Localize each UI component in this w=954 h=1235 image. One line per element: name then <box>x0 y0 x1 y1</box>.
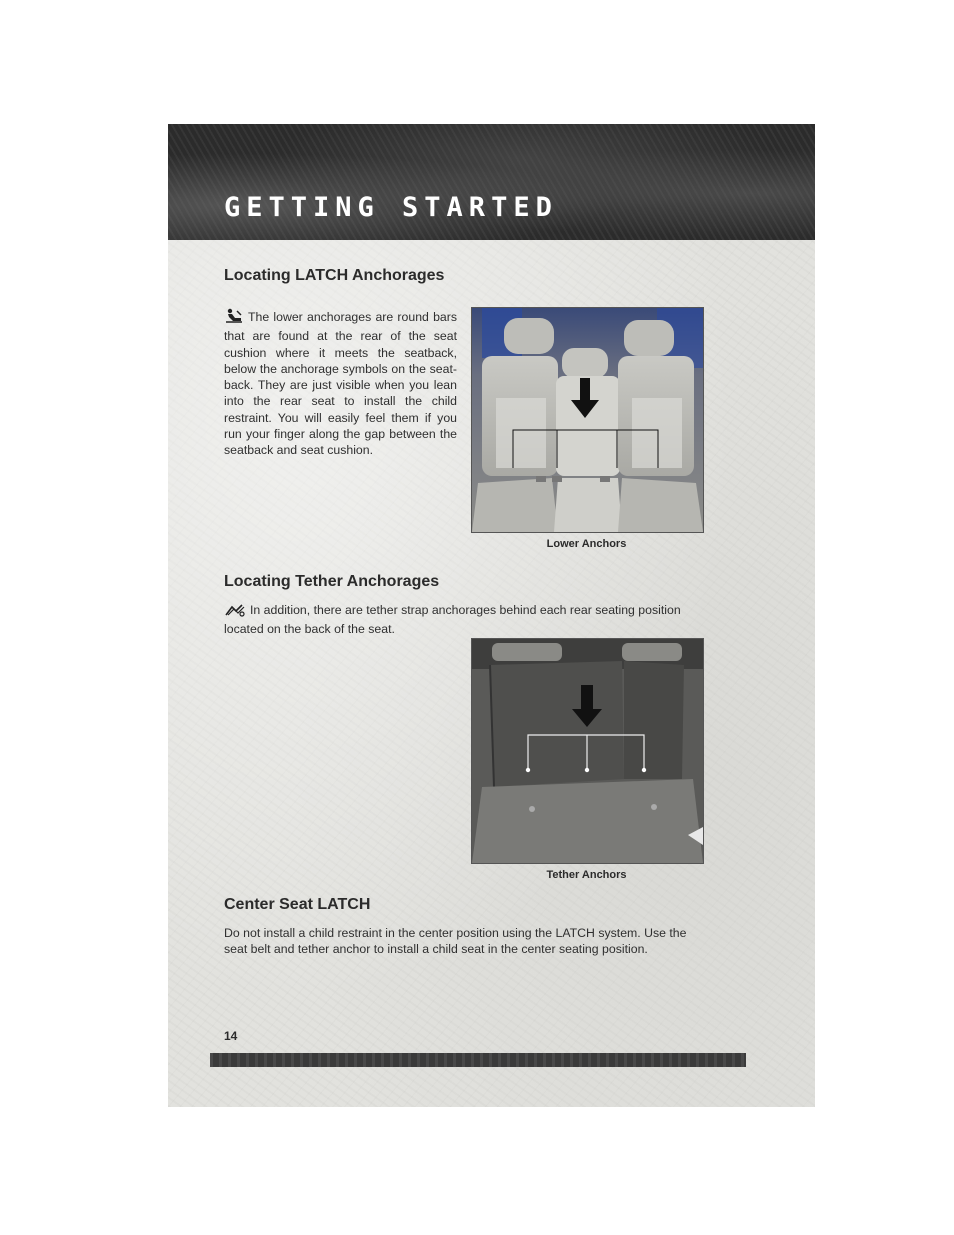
section-header-banner <box>168 124 815 240</box>
heading-center-seat-latch: Center Seat LATCH <box>224 896 371 913</box>
tether-anchor-icon <box>224 603 246 621</box>
heading-latch-anchorages: Locating LATCH Anchorages <box>224 267 445 284</box>
tether-paragraph <box>224 602 704 638</box>
tether-anchors-caption: Tether Anchors <box>546 869 627 881</box>
tether-text: In addition, there are tether strap anchorages behind each rear seating position located on the back of the seat. <box>224 603 681 637</box>
lower-anchors-caption: Lower Anchors <box>546 538 627 550</box>
page-number: 14 <box>224 1029 238 1043</box>
tether-anchors-photo <box>471 638 704 864</box>
header-title: GETTING STARTED <box>224 192 558 223</box>
lower-anchors-photo <box>471 307 704 533</box>
child-seat-anchor-icon <box>224 308 244 328</box>
footer-bar <box>210 1053 746 1067</box>
latch-paragraph <box>224 308 457 459</box>
center-seat-paragraph: Do not install a child restraint in the center position using the LATCH system. Use the seat belt and tether anchor to install a child seat in the center seating position. <box>224 926 687 957</box>
manual-page <box>168 124 815 1107</box>
heading-tether-anchorages: Locating Tether Anchorages <box>224 573 440 590</box>
latch-text: The lower anchorages are round bars that are found at the rear of the seat cushion where it meets the seatback, below the anchorage symbols on the seat-back. They are just visible when you lean into the rear seat to install the child restraint. You will easily feel them if you run your finger along the gap between the seatback and seat cushion. <box>224 310 457 458</box>
